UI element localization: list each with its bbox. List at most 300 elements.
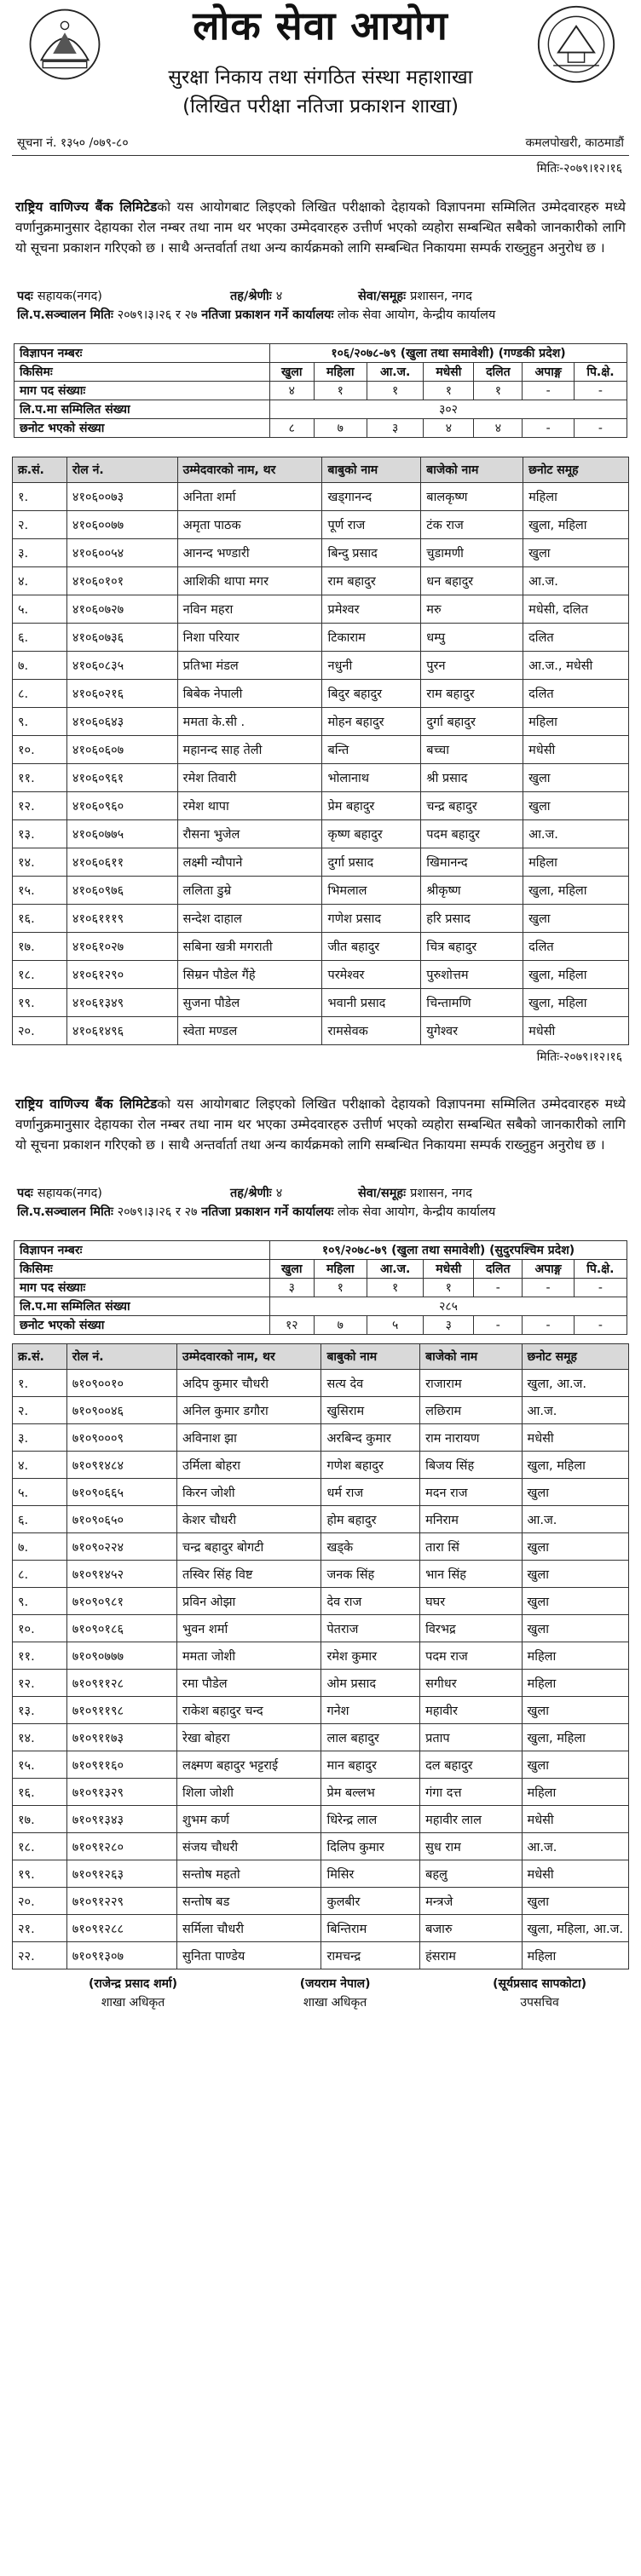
- candidate-name-cell: ममता के.सी .: [177, 708, 322, 736]
- grandfather-name-cell: गंगा दत्त: [420, 1779, 522, 1806]
- grandfather-name-cell: मरु: [421, 595, 523, 624]
- vacancy-table: [14, 1240, 627, 1335]
- nepal-emblem-icon: [26, 5, 104, 83]
- serial-cell: २.: [13, 511, 67, 539]
- selection-group-cell: खुला: [522, 1479, 628, 1506]
- office-location: कमलपोखरी, काठमाडौं: [525, 136, 624, 150]
- selected-count: ८: [270, 419, 315, 438]
- father-name-cell: कुलबीर: [321, 1888, 420, 1915]
- selected-count: -: [474, 1316, 523, 1335]
- roll-number-cell: ७१०९०२२४: [66, 1533, 176, 1561]
- table-row: [13, 1833, 629, 1860]
- table-row: [13, 652, 629, 680]
- father-name-cell: गनेश: [321, 1697, 420, 1724]
- candidate-name-cell: आनन्द भण्डारी: [177, 539, 322, 567]
- office-label: नतिजा प्रकाशन गर्ने कार्यालयः: [201, 1205, 334, 1219]
- roll-number-cell: ७१०९१२२९: [66, 1888, 176, 1915]
- vacancy-type-row: [14, 1260, 627, 1279]
- candidate-name-cell: संजय चौधरी: [177, 1833, 321, 1860]
- result-sections: [12, 176, 629, 1969]
- vacancy-appeared-row: [14, 1297, 627, 1316]
- vacancy-demand-row: [14, 1279, 627, 1297]
- roll-number-cell: ४१०६१४९६: [66, 1017, 177, 1045]
- column-header: बाजेको नाम: [420, 1344, 522, 1370]
- exam-date-value: २०७९।३।२६ र २७: [113, 1205, 202, 1219]
- type-label: किसिमः: [14, 363, 270, 382]
- grandfather-name-cell: धन बहादुर: [421, 567, 523, 595]
- candidate-name-cell: चन्द्र बहादुर बोगटी: [177, 1533, 321, 1561]
- grandfather-name-cell: महावीर: [420, 1697, 522, 1724]
- table-row: [13, 539, 629, 567]
- grandfather-name-cell: भान सिंह: [420, 1561, 522, 1588]
- signatory-name: (सूर्यप्रसाद सापकोटा): [493, 1977, 586, 1991]
- serial-cell: २०.: [13, 1017, 67, 1045]
- roll-number-cell: ७१०९०६६५: [66, 1479, 176, 1506]
- service-value: प्रशासन, नगद: [410, 290, 472, 303]
- level-field: [230, 1184, 358, 1203]
- selection-group-cell: आ.ज.: [522, 1397, 628, 1424]
- grandfather-name-cell: दुर्गा बहादुर: [421, 708, 523, 736]
- grandfather-name-cell: खिमानन्द: [421, 848, 523, 877]
- table-row: [13, 792, 629, 820]
- selected-count: ४: [474, 419, 523, 438]
- serial-cell: २१.: [13, 1915, 67, 1942]
- post-label: पदः: [17, 1187, 38, 1200]
- serial-cell: १९.: [13, 1860, 67, 1888]
- candidate-name-cell: महानन्द साह तेली: [177, 736, 322, 764]
- type-label: किसिमः: [14, 1260, 270, 1279]
- roll-number-cell: ४१०६१०२७: [66, 933, 177, 961]
- table-row: [13, 595, 629, 624]
- vacancy-ad-row: [14, 344, 627, 363]
- vacancy-appeared-row: [14, 400, 627, 419]
- grandfather-name-cell: चित्र बहादुर: [421, 933, 523, 961]
- grandfather-name-cell: पदम बहादुर: [421, 820, 523, 848]
- candidate-name-cell: स्वेता मण्डल: [177, 1017, 322, 1045]
- father-name-cell: प्रेम बहादुर: [322, 792, 421, 820]
- table-row: [13, 905, 629, 933]
- grandfather-name-cell: पुरुशोत्तम: [421, 961, 523, 989]
- table-row: [13, 1533, 629, 1561]
- signatory: [89, 1975, 177, 2012]
- category-header: महिला: [314, 1260, 367, 1279]
- demand-count: ३: [270, 1279, 315, 1297]
- grandfather-name-cell: बिजय सिंह: [420, 1452, 522, 1479]
- table-row: [13, 1779, 629, 1806]
- signatory: [493, 1975, 586, 2012]
- father-name-cell: भोलानाथ: [322, 764, 421, 792]
- selection-group-cell: खुला, महिला: [523, 511, 629, 539]
- candidate-name-cell: रमा पौडेल: [177, 1670, 321, 1697]
- father-name-cell: खड्के: [321, 1533, 420, 1561]
- table-row: [13, 764, 629, 792]
- selection-group-cell: दलित: [523, 624, 629, 652]
- demand-count: ४: [270, 382, 315, 400]
- table-row: [13, 961, 629, 989]
- selection-group-cell: मधेसी: [522, 1860, 628, 1888]
- candidate-name-cell: तस्विर सिंह विष्ट: [177, 1561, 321, 1588]
- results-header-row: [13, 1344, 629, 1370]
- selection-group-cell: महिला: [523, 708, 629, 736]
- post-info-line: [12, 287, 629, 306]
- column-header: बाबुको नाम: [322, 457, 421, 483]
- candidate-name-cell: रौसना भुजेल: [177, 820, 322, 848]
- roll-number-cell: ४१०६१२९०: [66, 961, 177, 989]
- selection-group-cell: खुला: [523, 792, 629, 820]
- roll-number-cell: ७१०९००४६: [66, 1397, 176, 1424]
- serial-cell: १९.: [13, 989, 67, 1017]
- selection-group-cell: मधेसी, दलित: [523, 595, 629, 624]
- post-field: [17, 1184, 230, 1203]
- candidate-name-cell: सबिना खत्री मगराती: [177, 933, 322, 961]
- grandfather-name-cell: बजारु: [420, 1915, 522, 1942]
- serial-cell: १७.: [13, 1806, 67, 1833]
- roll-number-cell: ७१०९०००९: [66, 1424, 176, 1452]
- roll-number-cell: ४१०६०७३६: [66, 624, 177, 652]
- table-row: [13, 511, 629, 539]
- roll-number-cell: ४१०६०९६१: [66, 764, 177, 792]
- serial-cell: १३.: [13, 820, 67, 848]
- signatory-name: (राजेन्द्र प्रसाद शर्मा): [89, 1977, 178, 1991]
- roll-number-cell: ४१०६००५४: [66, 539, 177, 567]
- father-name-cell: रामचन्द्र: [321, 1942, 420, 1969]
- father-name-cell: धर्म राज: [321, 1479, 420, 1506]
- serial-cell: ७.: [13, 1533, 67, 1561]
- roll-number-cell: ७१०९११६०: [66, 1751, 176, 1779]
- demand-count: -: [474, 1279, 523, 1297]
- column-header: छनोट समूह: [522, 1344, 628, 1370]
- table-row: [13, 848, 629, 877]
- father-name-cell: नधुनी: [322, 652, 421, 680]
- roll-number-cell: ७१०९१२८८: [66, 1915, 176, 1942]
- column-header: उम्मेदवारको नाम, थर: [177, 1344, 321, 1370]
- father-name-cell: बिदुर बहादुर: [322, 680, 421, 708]
- roll-number-cell: ४१०६०२१६: [66, 680, 177, 708]
- candidate-name-cell: सुनिता पाण्डेय: [177, 1942, 321, 1969]
- roll-number-cell: ४१०६०६०७: [66, 736, 177, 764]
- selection-group-cell: आ.ज.: [522, 1833, 628, 1860]
- selection-group-cell: दलित: [523, 933, 629, 961]
- father-name-cell: जीत बहादुर: [322, 933, 421, 961]
- selected-count: -: [523, 1316, 575, 1335]
- serial-cell: १५.: [13, 1751, 67, 1779]
- category-header: अपाङ्ग: [523, 1260, 575, 1279]
- selection-group-cell: महिला: [522, 1942, 628, 1969]
- roll-number-cell: ७१०९०९८१: [66, 1588, 176, 1615]
- demand-count: १: [367, 1279, 423, 1297]
- table-row: [13, 483, 629, 511]
- level-label: तह/श्रेणीः: [230, 1187, 276, 1200]
- father-name-cell: टिकाराम: [322, 624, 421, 652]
- candidate-name-cell: सन्देश दाहाल: [177, 905, 322, 933]
- grandfather-name-cell: लछिराम: [420, 1397, 522, 1424]
- roll-number-cell: ७१०९०६५०: [66, 1506, 176, 1533]
- ad-number-value: १०९/२०७८-७९ (खुला तथा समावेशी) (सुदुरपश्चिम प्रदेश): [270, 1241, 627, 1260]
- roll-number-cell: ७१०९१४८४: [66, 1452, 176, 1479]
- candidate-name-cell: सन्तोष बड: [177, 1888, 321, 1915]
- grandfather-name-cell: सगीधर: [420, 1670, 522, 1697]
- father-name-cell: खुसिराम: [321, 1397, 420, 1424]
- demand-count: -: [523, 1279, 575, 1297]
- table-row: [13, 1942, 629, 1969]
- table-row: [13, 624, 629, 652]
- selection-group-cell: आ.ज., मधेसी: [523, 652, 629, 680]
- candidate-name-cell: निशा परियार: [177, 624, 322, 652]
- selection-group-cell: मधेसी: [522, 1424, 628, 1452]
- father-name-cell: दुर्गा प्रसाद: [322, 848, 421, 877]
- office-value: लोक सेवा आयोग, केन्द्रीय कार्यालय: [333, 1205, 496, 1219]
- selected-count: ४: [424, 419, 474, 438]
- father-name-cell: रामसेवक: [322, 1017, 421, 1045]
- category-header: दलित: [474, 1260, 523, 1279]
- father-name-cell: मान बहादुर: [321, 1751, 420, 1779]
- table-row: [13, 1017, 629, 1045]
- notice-paragraph: [12, 1094, 629, 1155]
- grandfather-name-cell: बालकृष्ण: [421, 483, 523, 511]
- selected-label: छनोट भएको संख्या: [14, 419, 270, 438]
- selected-count: -: [574, 1316, 627, 1335]
- table-row: [13, 1506, 629, 1533]
- candidate-name-cell: सुजना पौडेल: [177, 989, 322, 1017]
- serial-cell: ८.: [13, 680, 67, 708]
- ad-number-label: विज्ञापन नम्बरः: [14, 344, 270, 363]
- table-row: [13, 1806, 629, 1833]
- grandfather-name-cell: पदम राज: [420, 1642, 522, 1670]
- vacancy-selected-row: [14, 1316, 627, 1335]
- father-name-cell: बिन्तिराम: [321, 1915, 420, 1942]
- roll-number-cell: ७१०९१३४३: [66, 1806, 176, 1833]
- roll-number-cell: ७१०९०७७७: [66, 1642, 176, 1670]
- results-table: [12, 1343, 629, 1969]
- father-name-cell: लाल बहादुर: [321, 1724, 420, 1751]
- candidate-name-cell: प्रविन ओझा: [177, 1588, 321, 1615]
- candidate-name-cell: अदिप कुमार चौधरी: [177, 1370, 321, 1397]
- roll-number-cell: ४१०६१३४९: [66, 989, 177, 1017]
- table-row: [13, 820, 629, 848]
- candidate-name-cell: अमृता पाठक: [177, 511, 322, 539]
- candidate-name-cell: अनिता शर्मा: [177, 483, 322, 511]
- grandfather-name-cell: महावीर लाल: [420, 1806, 522, 1833]
- father-name-cell: ओम प्रसाद: [321, 1670, 420, 1697]
- father-name-cell: धिरेन्द्र लाल: [321, 1806, 420, 1833]
- grandfather-name-cell: टंक राज: [421, 511, 523, 539]
- vacancy-ad-row: [14, 1241, 627, 1260]
- grandfather-name-cell: तारा सिं: [420, 1533, 522, 1561]
- roll-number-cell: ४१०६०९७६: [66, 877, 177, 905]
- office-value: लोक सेवा आयोग, केन्द्रीय कार्यालय: [333, 308, 496, 322]
- selection-group-cell: खुला, आ.ज.: [522, 1370, 628, 1397]
- father-name-cell: जनक सिंह: [321, 1561, 420, 1588]
- selection-group-cell: खुला, महिला, आ.ज.: [522, 1915, 628, 1942]
- category-header: अपाङ्ग: [523, 363, 575, 382]
- candidate-name-cell: भुवन शर्मा: [177, 1615, 321, 1642]
- roll-number-cell: ७१०९१३२९: [66, 1779, 176, 1806]
- father-name-cell: रमेश कुमार: [321, 1642, 420, 1670]
- category-header: खुला: [270, 363, 315, 382]
- table-row: [13, 933, 629, 961]
- category-header: आ.ज.: [367, 363, 424, 382]
- vacancy-table: [14, 343, 627, 438]
- selection-group-cell: खुला: [522, 1588, 628, 1615]
- father-name-cell: भिमलाल: [322, 877, 421, 905]
- father-name-cell: खड्गानन्द: [322, 483, 421, 511]
- signatory-title: उपसचिव: [520, 1996, 559, 2010]
- candidate-name-cell: सर्मिला चौधरी: [177, 1915, 321, 1942]
- level-field: [230, 287, 358, 306]
- service-value: प्रशासन, नगद: [410, 1187, 472, 1200]
- candidate-name-cell: नविन महरा: [177, 595, 322, 624]
- demand-count: १: [367, 382, 424, 400]
- table-row: [13, 1915, 629, 1942]
- father-name-cell: मोहन बहादुर: [322, 708, 421, 736]
- post-value: सहायक(नगद): [37, 1187, 102, 1200]
- serial-cell: २०.: [13, 1888, 67, 1915]
- table-row: [13, 1424, 629, 1452]
- roll-number-cell: ४१०६०६४३: [66, 708, 177, 736]
- serial-cell: ३.: [13, 1424, 67, 1452]
- demand-count: १: [314, 382, 367, 400]
- grandfather-name-cell: घघर: [420, 1588, 522, 1615]
- selection-group-cell: खुला: [522, 1561, 628, 1588]
- serial-cell: १६.: [13, 905, 67, 933]
- results-table: [12, 457, 629, 1045]
- selection-group-cell: खुला: [523, 539, 629, 567]
- level-value: ४: [275, 1187, 283, 1200]
- candidate-name-cell: सन्तोष महतो: [177, 1860, 321, 1888]
- serial-cell: १६.: [13, 1779, 67, 1806]
- office-label: नतिजा प्रकाशन गर्ने कार्यालयः: [201, 308, 334, 322]
- signatory-title: शाखा अधिकृत: [303, 1996, 367, 2010]
- table-row: [13, 1888, 629, 1915]
- selection-group-cell: खुला: [522, 1533, 628, 1561]
- father-name-cell: पूर्ण राज: [322, 511, 421, 539]
- serial-cell: १८.: [13, 1833, 67, 1860]
- father-name-cell: अरबिन्द कुमार: [321, 1424, 420, 1452]
- grandfather-name-cell: सुध राम: [420, 1833, 522, 1860]
- selection-group-cell: महिला: [523, 848, 629, 877]
- ad-number-label: विज्ञापन नम्बरः: [14, 1241, 270, 1260]
- page-title: लोक सेवा आयोग: [193, 3, 448, 49]
- table-row: [13, 877, 629, 905]
- signatory-name: (जयराम नेपाल): [299, 1977, 371, 1991]
- signatory: [300, 1975, 371, 2012]
- candidate-name-cell: शिला जोशी: [177, 1779, 321, 1806]
- service-field: [358, 1184, 624, 1203]
- grandfather-name-cell: चुडामणी: [421, 539, 523, 567]
- post-field: [17, 287, 230, 306]
- roll-number-cell: ७१०९००१०: [66, 1370, 176, 1397]
- grandfather-name-cell: राम बहादुर: [421, 680, 523, 708]
- serial-cell: १४.: [13, 1724, 67, 1751]
- roll-number-cell: ४१०६०६११: [66, 848, 177, 877]
- serial-cell: १२.: [13, 1670, 67, 1697]
- psc-logo-icon: [535, 3, 617, 85]
- selected-count: ५: [367, 1316, 423, 1335]
- column-header: रोल नं.: [66, 1344, 176, 1370]
- candidate-name-cell: प्रतिभा मंडल: [177, 652, 322, 680]
- exam-info-line: [12, 306, 629, 325]
- serial-cell: २.: [13, 1397, 67, 1424]
- roll-number-cell: ४१०६१११९: [66, 905, 177, 933]
- demand-count: -: [523, 382, 575, 400]
- candidate-name-cell: राकेश बहादुर चन्द: [177, 1697, 321, 1724]
- candidate-name-cell: किरन जोशी: [177, 1479, 321, 1506]
- serial-cell: १७.: [13, 933, 67, 961]
- column-header: रोल नं.: [66, 457, 177, 483]
- paragraph-text: को यस आयोगबाट लिइएको लिखित परीक्षाको देहायको विज्ञापनमा सम्मिलित उम्मेदवारहरु मध्ये वर्णानुक्रमानुसार देहायका रोल नम्बर तथा नाम थर भएका उम्मेदवारहरु उत्तीर्ण भएको व्यहोरा सम्बन्धित सबैको जानकारीको लागि यो सूचना प्रकाशन गरिएको छ । साथै अन्तर्वार्ता तथा अन्य कार्यक्रमको लागि सम्बन्धित निकायमा सम्पर्क राख्नुहुन अनुरोध छ ।: [15, 1096, 626, 1153]
- grandfather-name-cell: श्री प्रसाद: [421, 764, 523, 792]
- vacancy-demand-row: [14, 382, 627, 400]
- grandfather-name-cell: बहलु: [420, 1860, 522, 1888]
- candidate-name-cell: बिबेक नेपाली: [177, 680, 322, 708]
- roll-number-cell: ४१०६०७२७: [66, 595, 177, 624]
- selection-group-cell: मधेसी: [523, 736, 629, 764]
- serial-cell: ३.: [13, 539, 67, 567]
- post-info-line: [12, 1184, 629, 1203]
- roll-number-cell: ७१०९१२८०: [66, 1833, 176, 1860]
- selection-group-cell: खुला: [522, 1751, 628, 1779]
- exam-date-value: २०७९।३।२६ र २७: [113, 308, 202, 322]
- father-name-cell: प्रमेश्वर: [322, 595, 421, 624]
- roll-number-cell: ४१०६००७७: [66, 511, 177, 539]
- selection-group-cell: महिला: [523, 483, 629, 511]
- results-header-row: [13, 457, 629, 483]
- grandfather-name-cell: हरि प्रसाद: [421, 905, 523, 933]
- candidate-name-cell: ममता जोशी: [177, 1642, 321, 1670]
- grandfather-name-cell: धम्पु: [421, 624, 523, 652]
- demand-count: -: [574, 1279, 627, 1297]
- selection-group-cell: खुला: [522, 1697, 628, 1724]
- candidate-name-cell: उर्मिला बोहरा: [177, 1452, 321, 1479]
- division-name: सुरक्षा निकाय तथा संगठित संस्था महाशाखा: [168, 66, 473, 89]
- father-name-cell: राम बहादुर: [322, 567, 421, 595]
- table-row: [13, 680, 629, 708]
- selected-label: छनोट भएको संख्या: [14, 1316, 270, 1335]
- table-row: [13, 1479, 629, 1506]
- serial-cell: ११.: [13, 1642, 67, 1670]
- selected-count: -: [574, 419, 627, 438]
- serial-cell: ५.: [13, 595, 67, 624]
- table-row: [13, 1751, 629, 1779]
- candidate-name-cell: अनिल कुमार डगौरा: [177, 1397, 321, 1424]
- level-value: ४: [275, 290, 283, 303]
- selection-group-cell: महिला: [522, 1779, 628, 1806]
- appeared-label: लि.प.मा सम्मिलित संख्या: [14, 400, 270, 419]
- appeared-label: लि.प.मा सम्मिलित संख्या: [14, 1297, 270, 1316]
- serial-cell: ६.: [13, 624, 67, 652]
- demand-count: -: [574, 382, 627, 400]
- table-row: [13, 1561, 629, 1588]
- serial-cell: १४.: [13, 848, 67, 877]
- table-row: [13, 1860, 629, 1888]
- column-header: क्र.सं.: [13, 1344, 67, 1370]
- father-name-cell: दिलिप कुमार: [321, 1833, 420, 1860]
- roll-number-cell: ७१०९११९८: [66, 1697, 176, 1724]
- table-row: [13, 567, 629, 595]
- selection-group-cell: खुला: [522, 1888, 628, 1915]
- category-header: खुला: [270, 1260, 315, 1279]
- table-row: [13, 1642, 629, 1670]
- grandfather-name-cell: राजाराम: [420, 1370, 522, 1397]
- serial-cell: १०.: [13, 1615, 67, 1642]
- roll-number-cell: ७१०९१४५२: [66, 1561, 176, 1588]
- grandfather-name-cell: हंसराम: [420, 1942, 522, 1969]
- column-header: बाबुको नाम: [321, 1344, 420, 1370]
- serial-cell: ४.: [13, 1452, 67, 1479]
- father-name-cell: सत्य देव: [321, 1370, 420, 1397]
- father-name-cell: गणेश बहादुर: [321, 1452, 420, 1479]
- candidate-name-cell: लक्ष्मण बहादुर भट्टराई: [177, 1751, 321, 1779]
